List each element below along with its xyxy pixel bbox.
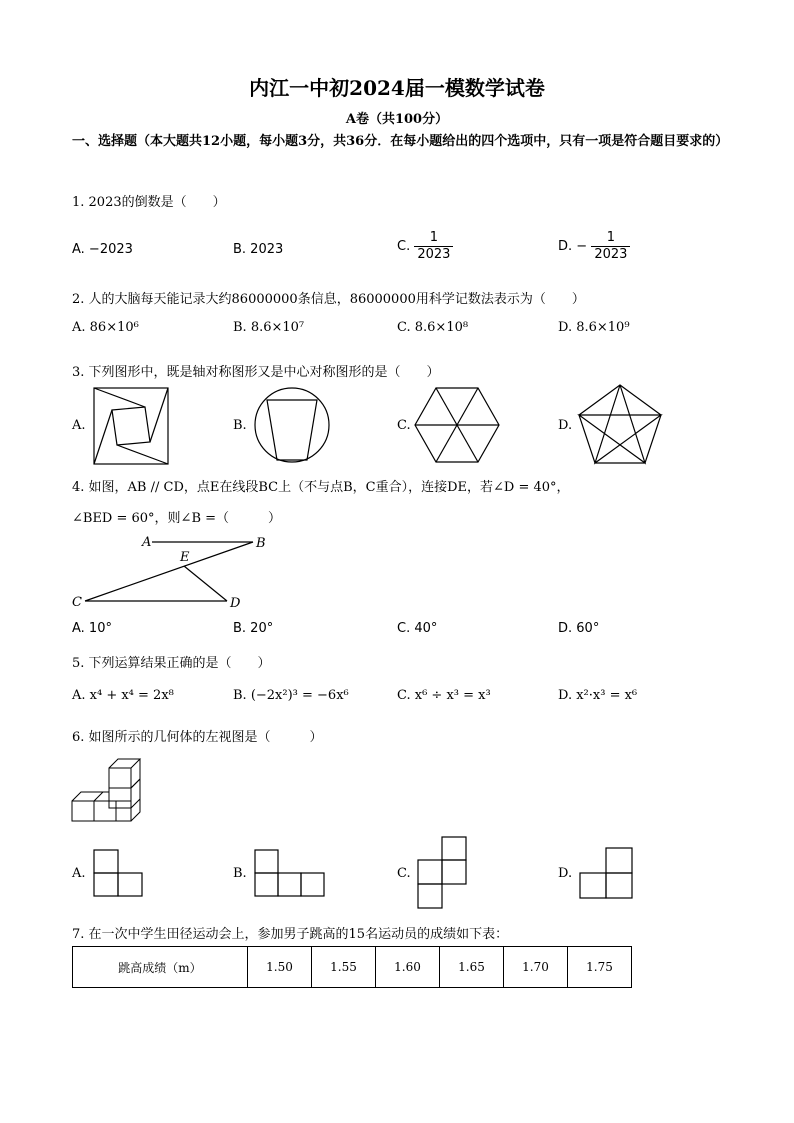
question-6-stem: 6. 如图所示的几何体的左视图是（ ）	[72, 730, 323, 745]
question-4-stem-line2: ∠BED = 60°，则∠B =（ ）	[72, 511, 282, 526]
q6-option-c[interactable]: C.	[397, 866, 411, 881]
q1-option-c-fraction	[414, 230, 453, 263]
q6-view-c	[417, 836, 467, 909]
q1-c-numerator: 1	[414, 230, 453, 247]
q4-label-b: B	[256, 536, 266, 551]
q4-label-d: D	[230, 596, 241, 611]
q5-option-d[interactable]: D. x²·x³ = x⁶	[558, 688, 638, 703]
page-title: 内江一中初2024届一模数学试卷	[249, 76, 545, 100]
page-subtitle: A卷（共100分）	[345, 112, 449, 127]
q4-label-c: C	[72, 595, 82, 610]
q2-option-a[interactable]: A. 86×10⁶	[72, 320, 139, 335]
question-3-stem: 3. 下列图形中，既是轴对称图形又是中心对称图形的是（ ）	[72, 365, 440, 380]
q4-label-e: E	[180, 550, 190, 565]
q4-geometry-figure	[70, 533, 270, 613]
q3-option-c[interactable]: C.	[397, 418, 411, 433]
q7-value-cell: 1.65	[440, 947, 504, 988]
question-4-stem-line1: 4. 如图，AB // CD，点E在线段BC上（不与点B，C重合），连接DE，若∠D = 40°，	[72, 480, 570, 495]
q7-value-cell: 1.60	[376, 947, 440, 988]
section-heading: 一、选择题（本大题共12小题，每小题3分，共36分．在每小题给出的四个选项中，只有一项是符合题目要求的）	[72, 134, 729, 149]
question-2-stem: 2. 人的大脑每天能记录大约86000000条信息，86000000用科学记数法表示为（ ）	[72, 292, 585, 307]
q6-view-b	[254, 849, 326, 897]
q6-option-a[interactable]: A.	[72, 866, 86, 881]
q7-value-cell: 1.55	[312, 947, 376, 988]
q6-view-d	[579, 847, 633, 899]
q5-option-b[interactable]: B. (−2x²)³ = −6x⁶	[233, 688, 349, 703]
q7-score-table	[72, 946, 632, 988]
q7-value-cell: 1.75	[568, 947, 632, 988]
q7-value-cell: 1.70	[504, 947, 568, 988]
question-7-stem: 7. 在一次中学生田径运动会上，参加男子跳高的15名运动员的成绩如下表：	[72, 927, 509, 942]
q6-option-b[interactable]: B.	[233, 866, 247, 881]
q6-view-a	[93, 849, 143, 897]
q6-option-d[interactable]: D.	[558, 866, 573, 881]
q1-option-b[interactable]: B. 2023	[233, 242, 284, 257]
q5-option-a[interactable]: A. x⁴ + x⁴ = 2x⁸	[72, 688, 174, 703]
q3-figure-c-hexagon	[414, 387, 500, 463]
q1-option-d-label: D. −	[558, 239, 588, 254]
question-5-stem: 5. 下列运算结果正确的是（ ）	[72, 656, 271, 671]
q7-header-cell: 跳高成绩（m）	[73, 947, 248, 988]
q1-c-denominator: 2023	[417, 247, 451, 262]
question-1-stem: 1. 2023的倒数是（ ）	[72, 195, 226, 210]
q3-option-d[interactable]: D.	[558, 418, 573, 433]
q4-option-b[interactable]: B. 20°	[233, 621, 274, 636]
q4-option-d[interactable]: D. 60°	[558, 621, 600, 636]
q1-option-c-label: C.	[397, 239, 411, 254]
q7-value-cell: 1.50	[248, 947, 312, 988]
q3-option-a[interactable]: A.	[72, 418, 86, 433]
q6-solid-figure	[71, 757, 143, 823]
table-row	[73, 947, 632, 988]
q1-option-a[interactable]: A. −2023	[72, 242, 133, 257]
q4-option-a[interactable]: A. 10°	[72, 621, 112, 636]
q2-option-c[interactable]: C. 8.6×10⁸	[397, 320, 469, 335]
q1-option-c[interactable]	[397, 230, 453, 263]
q1-d-denominator: 2023	[594, 247, 628, 262]
q1-d-numerator: 1	[591, 230, 630, 247]
q5-option-c[interactable]: C. x⁶ ÷ x³ = x³	[397, 688, 491, 703]
q1-option-d-fraction	[591, 230, 630, 263]
q3-figure-b-circle-trapezoid	[253, 386, 331, 464]
q4-label-a: A	[142, 535, 152, 550]
q3-figure-a-square-pinwheel	[93, 387, 169, 465]
q3-figure-d-pentagram	[578, 384, 662, 464]
q2-option-b[interactable]: B. 8.6×10⁷	[233, 320, 305, 335]
q2-option-d[interactable]: D. 8.6×10⁹	[558, 320, 630, 335]
q4-option-c[interactable]: C. 40°	[397, 621, 438, 636]
q1-option-d[interactable]	[558, 230, 630, 263]
q3-option-b[interactable]: B.	[233, 418, 247, 433]
